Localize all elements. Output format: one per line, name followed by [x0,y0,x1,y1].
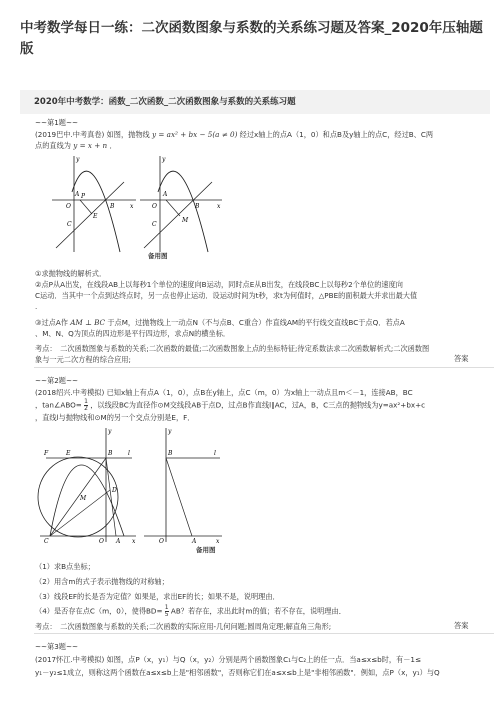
q1-left-label-y: y [76,156,80,163]
page-title [20,18,490,60]
q2-right-line-ab [166,458,192,536]
q2-stem-b-pre: ，tan∠ABO= [35,400,82,410]
q2-left-label-f: F [44,450,49,457]
q1-marker: ~~第1题~~ [35,118,79,127]
page-title-line-2: 版 [20,41,34,57]
q2-stem-line-2 [35,399,425,412]
q2-right-label-x: x [216,538,220,544]
q2-stem-line-1: (2018绍兴.中考模拟) 已知x轴上有点A（1，0），点B在y轴上，点C（m，0）为x轴上一动点且m＜－1，连接AB，BC [35,388,413,397]
q1-part-3-pre: ③过点A作 [35,318,68,327]
q1-left-label-b: B [110,203,115,210]
q2-marker: ~~第2题~~ [35,376,79,385]
q2-stem-b-post: ，以线段BC为直径作⊙M交线段AB于点D，过点B作直线l∥AC，过A，B，C三点的抛物线为y=ax²+bx+c [90,400,426,410]
q1-right-label-c: C [152,221,157,228]
q2-right-label-l: l [214,450,216,457]
q1-left-label-e: E [93,213,98,220]
q2-right-label-y: y [168,428,172,435]
q2-part-1: （1）求B点坐标； [35,562,95,571]
q2-left-label-m: M [80,495,87,502]
q1-right-label-m: M [182,217,189,224]
q2-divider [34,633,494,634]
q2-left-label-o: O [99,538,104,544]
q2-fraction-denominator: 2 [84,405,88,412]
q2-part-3: （3）线段EF的长是否为定值？如果是，求出EF的长；如果不是，说明理由． [35,592,280,601]
q1-stem-c: 点的直线为 [35,141,71,150]
q2-left-label-e: E [66,450,71,457]
q2-figure [36,424,226,544]
q2-answer-link[interactable]: 答案 [454,621,469,630]
q1-part-2-line-2: C运动．当其中一个点到达终点时，另一点也停止运动．设运动时间为t秒，求t为何值时，△PBE的面积最大并求出最大值 [35,291,418,300]
q1-right-label-y: y [162,156,166,163]
q2-part-4-fraction [165,605,169,618]
q1-part-3-line-1 [35,317,405,328]
q1-left-label-p: P [81,193,86,200]
q2-left-label-x: x [132,538,136,544]
q1-right-label-a: A [163,191,168,198]
q2-knowledge-points: 考点： 二次函数图象与系数的关系;二次函数的实际应用-几何问题;圆周角定理;解直角三角形; [35,622,332,631]
q1-stem-end: ． [109,141,117,150]
q1-left-label-o: O [66,203,71,210]
q2-figure-caption: 备用图 [196,546,216,554]
q1-stem-a: (2019巴中.中考真卷) 如图，抛物线 [35,130,150,139]
q2-stem-line-3: ，直线l与抛物线和⊙M的另一个交点分别是E，F． [35,413,195,422]
q1-divider [34,367,494,368]
q1-left-parabola [72,171,120,252]
q1-right-parabola [158,171,208,252]
q1-left-segment-pe [80,200,92,214]
q2-left-label-b: B [108,450,113,457]
q2-part-4-denominator: 5 [164,611,169,618]
q1-left-line-bc [56,182,124,248]
q3-stem-line-1: (2017怀江.中考模拟) 如图，点P（x，y₁）与Q（x，y₂）分别是两个函数图象C₁与C₂上的任一点．当a≤x≤b时，有－1≤ [35,655,422,664]
q1-right-line-bc [144,182,212,248]
q1-stem-line-2 [35,140,117,151]
q1-part-3-post: 于点M，过抛物线上一动点N（不与点B、C重合）作直线AM的平行线交直线BC于点Q．若点A [107,318,405,327]
q1-stem-line-1 [35,129,495,140]
q1-left-label-c: C [67,221,72,228]
q2-left-label-d: D [112,487,117,494]
q2-right-label-o: O [159,538,164,544]
q1-part-3-formula: AM ⊥ BC [70,318,106,327]
section-title: 2020年中考数学：函数_二次函数_二次函数图象与系数的关系练习题 [34,97,296,107]
q2-part-4-numerator: 1 [164,604,169,611]
q2-left-line-bc [50,458,106,536]
q1-stem-b: 经过x轴上的点A（1，0）和点B及y轴上的点C，经过B、C两 [239,130,434,139]
q2-left-label-a: A [116,538,121,544]
q2-fraction [84,399,88,412]
q1-part-2-line-1: ②点P从A出发，在线段AB上以每秒1个单位的速度向B运动，同时点E从B出发，在线段BC上以每秒2个单位的速度向 [35,280,403,289]
q1-right-label-x: x [217,203,221,210]
q2-right-label-a: A [192,538,197,544]
q2-part-4-pre: （4）是否存在点C（m，0），使得BD= [35,606,163,616]
q1-figure-caption: 备用图 [148,252,168,260]
q2-left-label-l: l [128,450,130,457]
q2-left-label-c: C [44,538,49,544]
q1-knowledge-points-line-2: 象与一元二次方程的综合应用; [35,355,131,364]
q1-answer-link[interactable]: 答案 [454,354,469,363]
q1-left-label-x: x [130,203,134,210]
q2-part-4 [35,605,346,618]
q2-fraction-numerator: 1 [84,398,88,405]
q2-left-label-y: y [108,428,112,435]
section-header [20,90,490,114]
q2-part-2: （2）用含m的式子表示抛物线的对称轴； [35,577,169,586]
q1-knowledge-points-line-1: 考点： 二次函数图象与系数的关系;二次函数的最值;二次函数图象上点的坐标特征;待定系数法求二次函数解析式;二次函数图 [35,344,430,353]
q3-marker: ~~第3题~~ [35,642,79,651]
q1-part-1: ①求抛物线的解析式． [35,269,107,278]
q1-left-label-a: A [75,191,80,198]
page-title-line-1: 中考数学每日一练：二次函数图象与系数的关系练习题及答案_2020年压轴题 [20,20,483,36]
q1-right-segment-am [166,200,180,216]
q2-left-parabola [50,465,124,536]
q1-right-label-b: B [195,203,200,210]
q2-right-label-b: B [168,450,173,457]
q1-right-label-o: O [152,203,157,210]
q2-part-4-post: AB？若存在，求出此时m的值；若不存在，说明理由． [170,606,346,616]
q1-part-2-line-3: . [35,302,38,311]
q1-line-formula: y = x + n [73,141,108,150]
q3-stem-line-2: y₁－y₂≤1成立，则称这两个函数在a≤x≤b上是"相邻函数"，否则称它们在a≤x≤b上是"非相邻函数"．例如，点P（x，y₁）与Q [35,668,440,677]
q1-part-3-line-2: 、M、N、Q为顶点的四边形是平行四边形，求点N的横坐标． [35,329,231,338]
q1-parabola-formula: y = ax² + bx − 5(a ≠ 0) [152,130,238,139]
q1-figure [44,152,224,260]
